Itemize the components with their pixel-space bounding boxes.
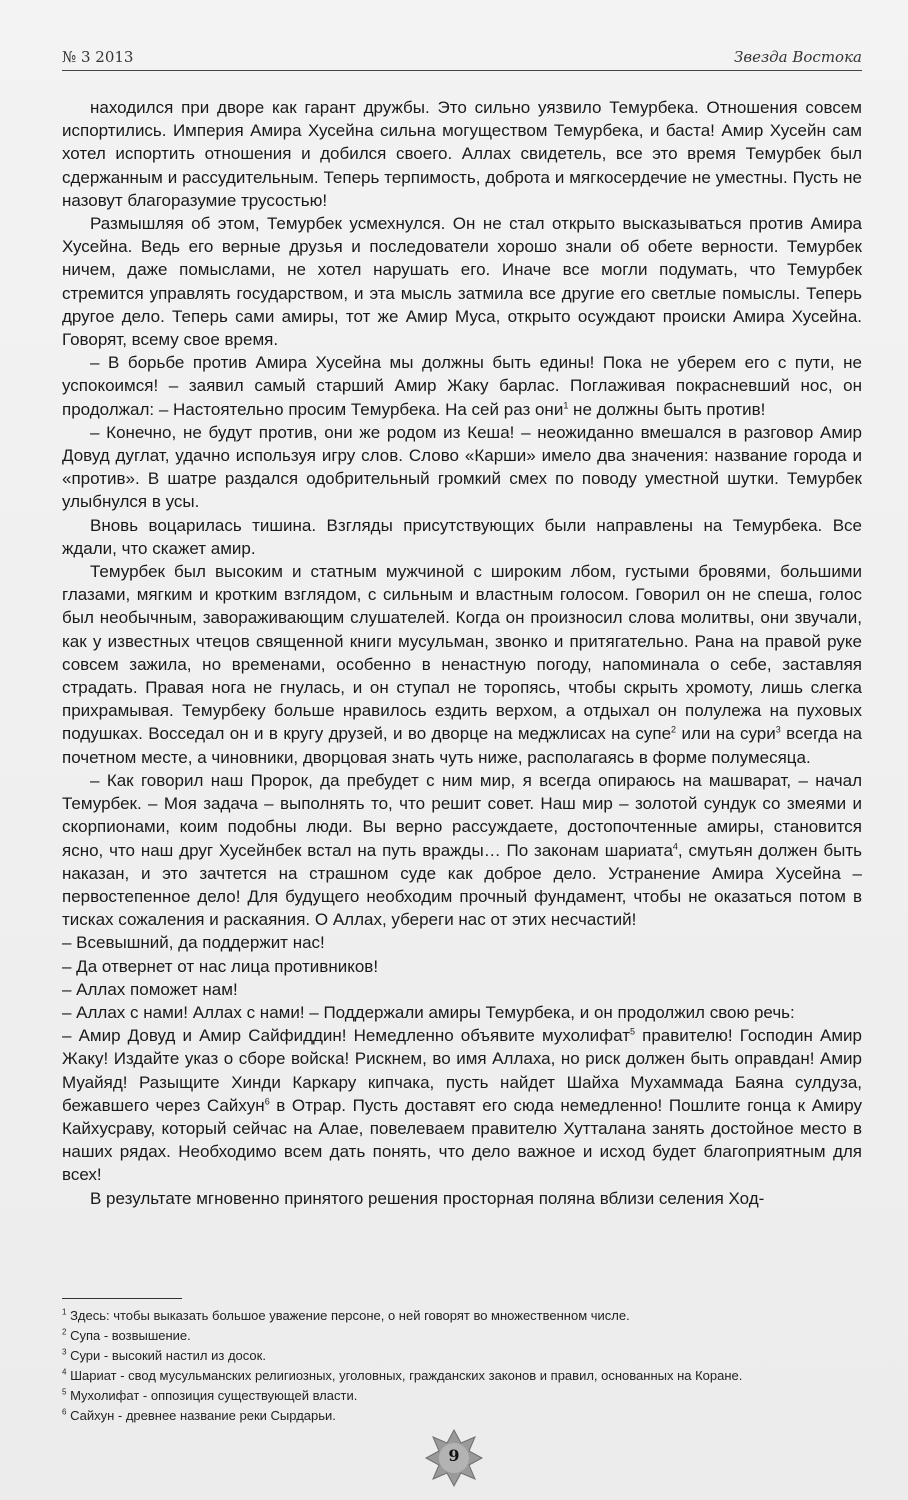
paragraph-2: [62, 212, 862, 351]
paragraph-text: Размышляя об этом, Темурбек усмехнулся. Он не стал открыто высказываться против Амира Хусейна. Ведь его верные друзья и последователи хорошо знали об обете верности. Темурбек ничем, даже помыслами, не хотел нарушать его. Иначе все могли подумать, что Темурбек стремится управлять государством, и эта мысль затмила все другие его светлые помыслы. Теперь другое дело. Теперь сами амиры, тот же Амир Муса, открыто осуждают происки Амира Хусейна. Говорят, всему свое время.: [62, 214, 862, 350]
paragraph-7: [62, 769, 862, 931]
paragraph-3: [62, 351, 862, 421]
paragraph-text: – Амир Довуд и Амир Сайфиддин! Немедленно объявите мухолифат: [62, 1026, 630, 1046]
paragraph-6: [62, 560, 862, 769]
paragraph-text-cont: не должны быть против!: [568, 399, 766, 419]
footnote-text: Сайхун - древнее название реки Сырдарьи.: [66, 1408, 336, 1423]
page-number-badge: [424, 1428, 484, 1488]
paragraph-text: – Да отвернет от нас лица противников!: [62, 956, 379, 976]
dialog-line-1: [62, 931, 862, 954]
footnote-ref-2[interactable]: 2: [671, 724, 677, 735]
footnote-ref-4[interactable]: 4: [672, 840, 678, 851]
paragraph-text: – Аллах с нами! Аллах с нами! – Поддержали амиры Темурбека, и он продолжил свою речь:: [62, 1002, 795, 1022]
header-rule: [62, 70, 862, 71]
running-header: [62, 44, 862, 72]
paragraph-1: [62, 96, 862, 212]
paragraph-5: [62, 514, 862, 560]
journal-title: Звезда Востока: [734, 48, 862, 66]
paragraph-4: [62, 421, 862, 514]
dialog-line-5: [62, 1024, 862, 1186]
footnote-5: [62, 1386, 862, 1406]
paragraph-text-mid: правителю! Господин Амир Жаку! Издайте указ о сборе войска! Рискнем, во имя Аллаха, но риск должен быть оправдан! Амир Муайяд! Разыщите Хинди Каркару кипчака, пусть найдет Шайха Мухаммада Баяна сулдуза, бежавшего через Сайхун: [62, 1026, 862, 1115]
footnote-number: 4: [62, 1367, 67, 1377]
footnote-ref-6[interactable]: 6: [264, 1096, 270, 1107]
footnote-text: Здесь: чтобы выказать большое уважение персоне, о ней говорят во множественном числе.: [66, 1308, 630, 1323]
paragraph-text: – Всевышний, да поддержит нас!: [62, 933, 325, 953]
footnotes: [62, 1306, 862, 1426]
footnote-number: 2: [62, 1327, 67, 1337]
footnote-ref-3[interactable]: 3: [775, 724, 781, 735]
paragraph-text-mid: или на сури: [676, 724, 776, 744]
footnote-text: Супа - возвышение.: [66, 1328, 191, 1343]
page-number: 9: [448, 1446, 460, 1465]
paragraph-text: – Как говорил наш Пророк, да пребудет с ним мир, я всегда опираюсь на машварат, – начал Темурбек. – Моя задача – выполнять то, что решит совет. Наш мир – золотой сундук со змеями и скорпионами, коим подобны люди. Вы верно рассуждаете, достопочтенные амиры, становится ясно, что наш друг Хусейнбек встал на путь вражды… По законам шариата: [62, 770, 862, 860]
footnote-2: [62, 1326, 862, 1346]
dialog-line-3: [62, 978, 862, 1001]
paragraph-text: – В борьбе против Амира Хусейна мы должны быть едины! Пока не уберем его с пути, не успокоимся! – заявил самый старший Амир Жаку барлас. Поглаживая покрасневший нос, он продолжал: – Настоятельно просим Темурбека. На сей раз они: [62, 353, 862, 419]
dialog-line-4: [62, 1001, 862, 1024]
footnote-number: 1: [62, 1307, 67, 1317]
paragraph-text: В результате мгновенно принятого решения просторная поляна вблизи селения Ход-: [90, 1188, 765, 1208]
footnote-number: 3: [62, 1347, 67, 1357]
footnote-text: Мухолифат - оппозиция существующей власти.: [66, 1388, 358, 1403]
footnote-text: Шариат - свод мусульманских религиозных, уголовных, гражданских законов и правил, основанных на Коране.: [66, 1368, 743, 1383]
footnote-1: [62, 1306, 862, 1326]
paragraph-text-cont: всегда на почетном месте, а чиновники, дворцовая знать чуть ниже, располагаясь в форме полумесяца.: [62, 724, 862, 767]
paragraph-text: Вновь воцарилась тишина. Взгляды присутствующих были направлены на Темурбека. Все ждали, что скажет амир.: [62, 515, 862, 558]
paragraph-text: – Конечно, не будут против, они же родом из Кеша! – неожиданно вмешался в разговор Амир Довуд дуглат, удачно используя игру слов. Слово «Карши» имело два значения: название города и «против». В шатре раздался одобрительный громкий смех по поводу уместной шутки. Темурбек улыбнулся в усы.: [62, 422, 862, 512]
footnote-rule: [62, 1298, 182, 1299]
issue-label: № 3 2013: [62, 48, 134, 66]
paragraph-text: – Аллах поможет нам!: [62, 979, 238, 999]
dialog-line-2: [62, 955, 862, 978]
paragraph-last: [62, 1187, 862, 1210]
footnote-6: [62, 1406, 862, 1426]
footnote-3: [62, 1346, 862, 1366]
footnote-ref-5[interactable]: 5: [630, 1026, 636, 1037]
paragraph-text: находился при дворе как гарант дружбы. Это сильно уязвило Темурбека. Отношения совсем испортились. Империя Амира Хусейна сильна могуществом Темурбека, и баста! Амир Хусейн сам хотел испортить отношения и добился своего. Аллах свидетель, все это время Темурбек был сдержанным и рассудительным. Теперь терпимость, доброта и мягкосердечие не уместны. Пусть не назовут благоразумие трусостью!: [62, 98, 862, 210]
paragraph-text-cont: , смутьян должен быть наказан, и это зачтется на страшном суде как доброе дело. Устранение Амира Хусейна – первостепенное дело! Для будущего необходим прочный фундамент, чтобы не оказаться потом в тисках сожаления и раскаяния. О Аллах, убереги нас от этих несчастий!: [62, 840, 862, 930]
footnote-4: [62, 1366, 862, 1386]
footnote-text: Сури - высокий настил из досок.: [66, 1348, 266, 1363]
footnote-number: 6: [62, 1407, 67, 1417]
paragraph-text-cont: в Отрар. Пусть доставят его сюда немедленно! Пошлите гонца к Амиру Кайхусраву, который сейчас на Алае, повелеваем правителю Хутталана занять достойное место в наших рядах. Необходимо всем дать понять, что дело важное и исход будет благоприятным для всех!: [62, 1095, 863, 1185]
footnote-ref-1[interactable]: 1: [563, 399, 569, 410]
paragraph-text: Темурбек был высоким и статным мужчиной с широким лбом, густыми бровями, большими глазами, мягким и кротким взглядом, с сильным и властным голосом. Говорил он не спеша, голос был необычным, завораживающим слушателей. Когда он произносил слова молитвы, они звучали, как у известных чтецов священной книги мусульман, звонко и притягательно. Рана на правой руке совсем зажила, но временами, особенно в ненастную погоду, напоминала о себе, заставляя страдать. Правая нога не гнулась, и он ступал не торопясь, чтобы скрыть хромоту, лишь слегка прихрамывая. Темурбеку больше нравилось ездить верхом, а отдыхал он полулежа на пуховых подушках. Восседал он и в кругу друзей, и во дворце на меджлисах на супе: [62, 562, 862, 744]
footnote-number: 5: [62, 1387, 67, 1397]
article-body: [62, 96, 862, 1210]
